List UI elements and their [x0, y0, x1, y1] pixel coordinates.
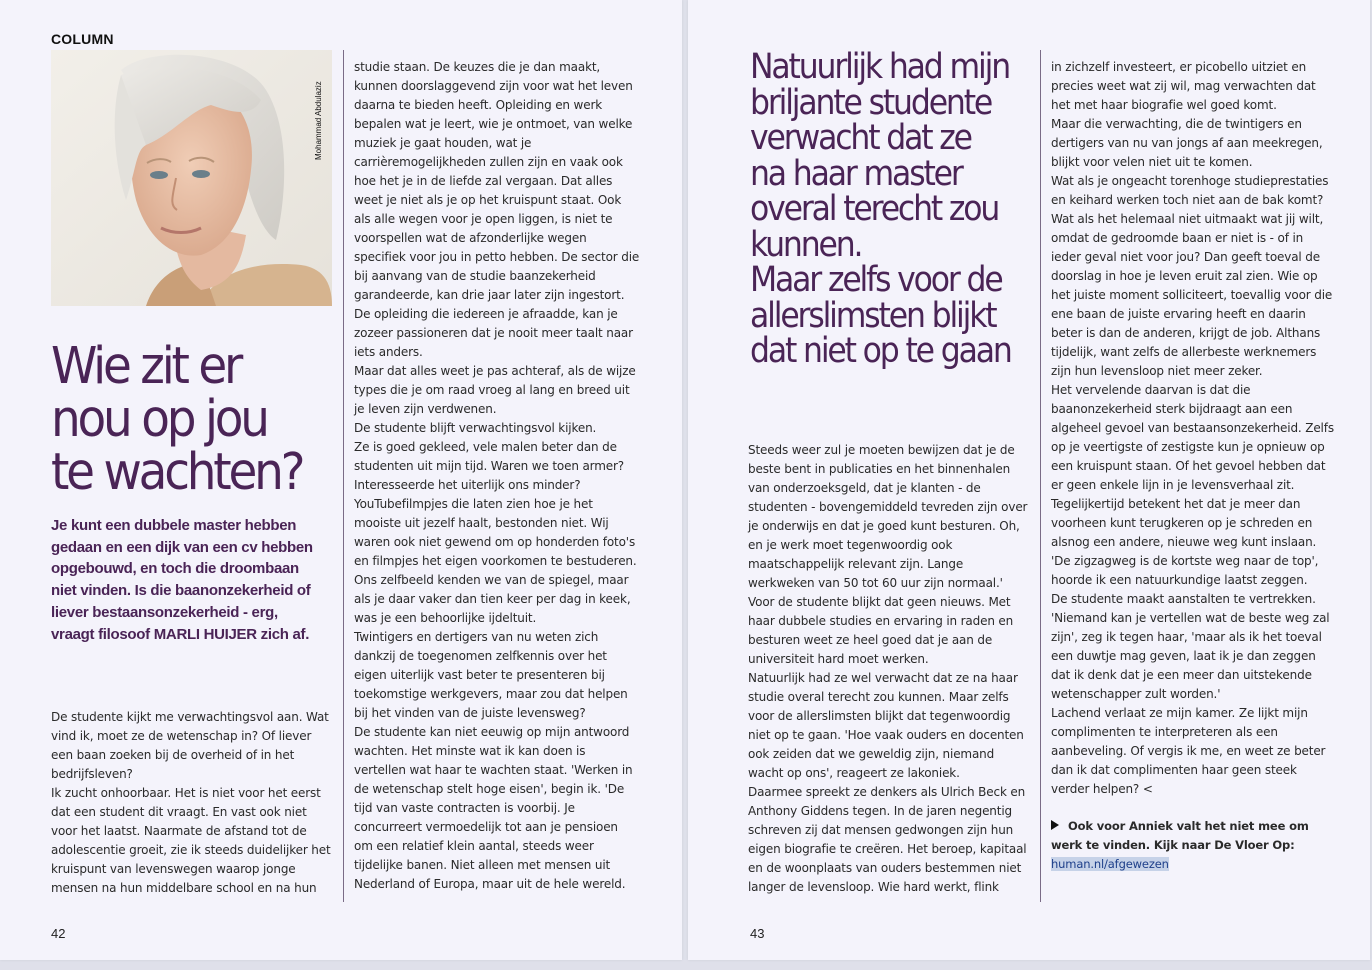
paragraph: Ze is goed gekleed, vele malen beter dan de studenten uit mijn tijd. Waren we toen armer? Interesseerde het uiterlijk ons minder? YouTubefilmpjes die laten zien hoe je het mooiste uit jezelf haalt, bestonden niet. Wij waren ook niet gewend om op honderden foto's en filmpjes het eigen voorkomen te bestuderen. Ons zelfbeeld kenden we van de spiegel, maar als je daar vaker dan tien keer per dag in keek, was je een behoorlijke ijdeltuit. [354, 440, 637, 625]
paragraph: Steeds weer zul je moeten bewijzen dat je de beste bent in publicaties en het binnenhalen van onderzoeksgeld, dat je klanten - de studenten - bovengemiddeld tevreden zijn over je onderwijs en dat je goed kunt besturen. Oh, en je werk moet tegenwoordig ook maatschappelijk relevant zijn. Lange werkweken van 50 tot 60 uur zijn normaal.' [748, 443, 1028, 590]
paragraph: Maar die verwachting, die de twintigers en dertigers van nu van jongs af aan meekregen, blijkt voor velen niet uit te komen. [1051, 117, 1323, 169]
paragraph: studie staan. De keuzes die je dan maakt, kunnen doorslaggevend zijn voor wat het leven daarna te bieden heeft. Opleiding en werk bepalen wat je leert, wie je ontmoet, van welke muziek je gaat houden, wat je carrièremogelijkheden zullen zijn en vaak ook hoe het je in de liefde zal vergaan. Dat alles weet je niet als je op het kruispunt staat. Ook als alle wegen voor je open liggen, is niet te voorspellen wat de afzonderlijke wegen specifiek voor jou in petto hebben. De sector die bij aanvang van de studie baanzekerheid garandeerde, kan drie jaar later zijn ingestort. De opleiding die iedereen je afraadde, kan je zozeer passioneren dat je nooit meer taalt naar iets anders. [354, 60, 640, 359]
paragraph: Maar dat alles weet je pas achteraf, als de wijze types die je om raad vroeg al lang en breed uit je leven zijn verdwenen. [354, 364, 636, 416]
page-number: 43 [750, 926, 765, 941]
pull-quote-line: allerslimsten blijkt [750, 295, 996, 336]
column-divider [343, 50, 344, 902]
page-number: 42 [51, 926, 66, 941]
paragraph: Twintigers en dertigers van nu weten zich dankzij de toegenomen zelfkennis over het eigen uiterlijk vast beter te presenteren bij toekomstige werkgevers, maar zou dat helpen bij het vinden van de juiste levensweg? [354, 630, 628, 720]
callout-text: Ook voor Anniek valt het niet mee om werk te vinden. Kijk naar De Vloer Op: [1051, 819, 1309, 852]
paragraph: Daarmee spreekt ze denkers als Ulrich Beck en Anthony Giddens tegen. In de jaren negentig schreven zij dat mensen gedwongen zijn hun eigen biografie te creëren. Het beroep, kapitaal en de woonplaats van ouders bestemmen niet langer de levensloop. Wie hard werkt, flink [748, 785, 1027, 894]
photo-credit: Mohammad Abdulaziz [314, 81, 323, 160]
pull-quote [750, 47, 1011, 371]
pull-quote-line: dat niet op te gaan [750, 331, 1011, 371]
left-page [0, 0, 682, 960]
article-intro: Je kunt een dubbele master hebben gedaan en een dijk van een cv hebben opgebouwd, en toch die droombaan niet vinden. Is die baanonzekerheid of liever bestaansonzekerheid - erg, vraagt filosoof MARLI HUIJER zich af. [51, 517, 313, 643]
section-kicker: COLUMN [51, 31, 114, 47]
play-arrow-icon [1051, 820, 1059, 830]
right-column-1 [748, 441, 1030, 897]
paragraph: De studente maakt aanstalten te vertrekken. 'Niemand kan je vertellen wat de beste weg zal zijn', zeg ik tegen haar, 'maar als ik het toeval een duwtje mag geven, laat ik je dan zeggen dat ik denk dat je een meer dan uitstekende wetenschapper zult worden.' [1051, 592, 1330, 701]
left-column-1 [51, 708, 333, 898]
paragraph: Lachend verlaat ze mijn kamer. Ze lijkt mijn complimenten te interpreteren als een aanbeveling. Of vergis ik me, en weet ze beter dan ik dat complimenten haar geen steek verder helpen? < [1051, 706, 1326, 796]
paragraph: Het vervelende daarvan is dat die baanonzekerheid sterk bijdraagt aan een algeheel gevoel van bestaansonzekerheid. Zelfs op je veertigste of zestigste kun je opnieuw op een kruispunt staan. Of het gevoel hebben dat er geen enkele lijn in je levensverhaal zit. [1051, 383, 1334, 492]
pull-quote-line: na haar master [750, 153, 962, 194]
pull-quote-line: kunnen. [750, 224, 862, 265]
pull-quote-line: Maar zelfs voor de [750, 260, 1002, 300]
pull-quote-line: verwacht dat ze [750, 118, 971, 158]
portrait-photo [51, 50, 332, 306]
paragraph: De studente kan niet eeuwig op mijn antwoord wachten. Het minste wat ik kan doen is vertellen wat haar te wachten staat. 'Werken in de wetenschap stelt hoge eisen', begin ik. 'De tijd van vaste contracten is voorbij. Je concurreert vermoedelijk tot aan je pensioen om een relatief klein aantal, steeds weer tijdelijke banen. Niet alleen met mensen uit Nederland of Europa, maar uit de hele wereld. [354, 725, 633, 891]
paragraph: in zichzelf investeert, er picobello uitziet en precies weet wat zij wil, mag verwachten dat het met haar biografie wel goed komt. [1051, 60, 1316, 112]
pull-quote-line: Natuurlijk had mijn [750, 47, 1010, 87]
right-column-2 [1051, 58, 1336, 874]
article-headline: Wie zit er nou op jou te wachten? [51, 337, 303, 502]
pull-quote-line: briljante studente [750, 82, 992, 123]
paragraph: De studente kijkt me verwachtingsvol aan. Wat vind ik, moet ze de wetenschap in? Of liever een baan zoeken bij de overheid of in het bedrijfsleven? [51, 710, 329, 781]
paragraph: Ik zucht onhoorbaar. Het is niet voor het eerst dat een student dit vraagt. En vast ook niet voor het laatst. Naarmate de afstand tot de adolescentie groeit, zie ik steeds duidelijker het kruispunt van levenswegen waarop jonge mensen na hun middelbare school en na hun [51, 786, 331, 895]
column-divider [1040, 50, 1041, 902]
portrait-illustration [51, 50, 332, 306]
video-callout [1051, 817, 1336, 874]
paragraph: Tegelijkertijd betekent het dat je meer dan voorheen kunt terugkeren op je schreden en alsnog een andere, nieuwe weg kunt inslaan. 'De zigzagweg is de kortste weg naar de top', hoorde ik een natuurkundige laatst zeggen. [1051, 497, 1319, 587]
paragraph: Voor de studente blijkt dat geen nieuws. Met haar dubbele studies en ervaring in raden en besturen weet ze heel goed dat je aan de universiteit hard moet werken. [748, 595, 1014, 666]
video-link[interactable]: human.nl/afgewezen [1051, 857, 1169, 871]
paragraph: Natuurlijk had ze wel verwacht dat ze na haar studie overal terecht zou kunnen. Maar zelfs voor de allerslimsten blijkt dat tegenwoordig niet op te gaan. 'Hoe vaak ouders en docenten ook zeiden dat we geweldig zijn, niemand wacht op ons', reageert ze lakoniek. [748, 671, 1024, 780]
pull-quote-line: overal terecht zou [750, 189, 999, 229]
paragraph: De studente blijft verwachtingsvol kijken. [354, 421, 597, 435]
paragraph: Wat als je ongeacht torenhoge studieprestaties en keihard werken toch niet aan de bak komt? Wat als het helemaal niet uitmaakt wat jij wilt, omdat de gedroomde baan er niet is - of in ieder geval niet voor jou? Dan geeft toeval de doorslag in hoe je leven eruit zal zien. Wie op het juiste moment solliciteert, toevallig voor die ene baan de juiste ervaring heeft en daarin beter is dan de anderen, krijgt de job. Althans tijdelijk, want zelfs de allerbeste werknemers zijn hun levensloop niet meer zeker. [1051, 174, 1333, 378]
left-column-2 [354, 58, 640, 894]
